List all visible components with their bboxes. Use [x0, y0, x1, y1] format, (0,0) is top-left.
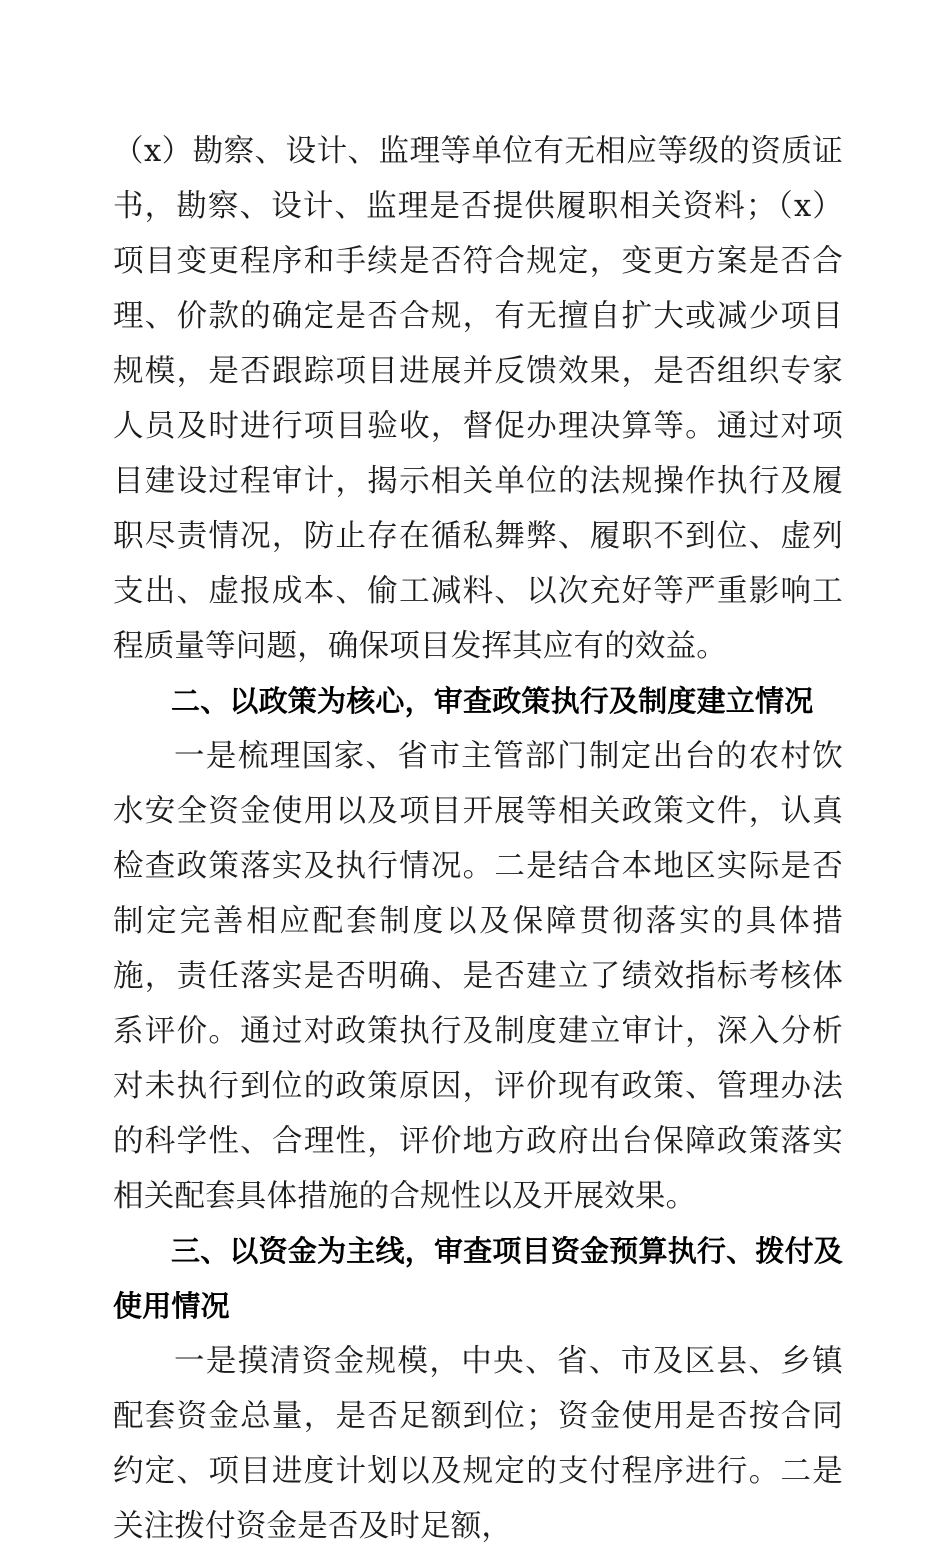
heading-section-two: 二、以政策为核心，审查政策执行及制度建立情况 [171, 684, 814, 718]
paragraph-policy-execution-and-system: 一是梳理国家、省市主管部门制定出台的农村饮水安全资金使用以及项目开展等相关政策文件，认真检查政策落实及执行情况。二是结合本地区实际是否制定完善相应配套制度以及保障贯彻落实的具体措施，责任落实是否明确、是否建立了绩效指标考核体系评价。通过对政策执行及制度建立审计，深入分析对未执行到位的政策原因，评价现有政策、管理办法的科学性、合理性，评价地方政府出台保障政策落实相关配套具体措施的合规性以及开展效果。 [113, 739, 843, 1214]
paragraph-construction-process-audit: （x）勘察、设计、监理等单位有无相应等级的资质证书，勘察、设计、监理是否提供履职相关资料；（x）项目变更程序和手续是否符合规定，变更方案是否合理、价款的确定是否合规，有无擅自扩大或减少项目规模，是否跟踪项目进展并反馈效果，是否组织专家人员及时进行项目验收，督促办理决算等。通过对项目建设过程审计，揭示相关单位的法规操作执行及履职尽责情况，防止存在循私舞弊、履职不到位、虚列支出、虚报成本、偷工减料、以次充好等严重影响工程质量等问题，确保项目发挥其应有的效益。 [113, 134, 843, 664]
paragraph-fund-budget-execution: 一是摸清资金规模，中央、省、市及区县、乡镇配套资金总量，是否足额到位；资金使用是否按合同约定、项目进度计划以及规定的支付程序进行。二是关注拨付资金是否及时足额， [113, 1344, 843, 1544]
heading-section-three: 三、以资金为主线，审查项目资金预算执行、拨付及使用情况 [113, 1234, 843, 1323]
document-text-body [113, 124, 843, 1554]
